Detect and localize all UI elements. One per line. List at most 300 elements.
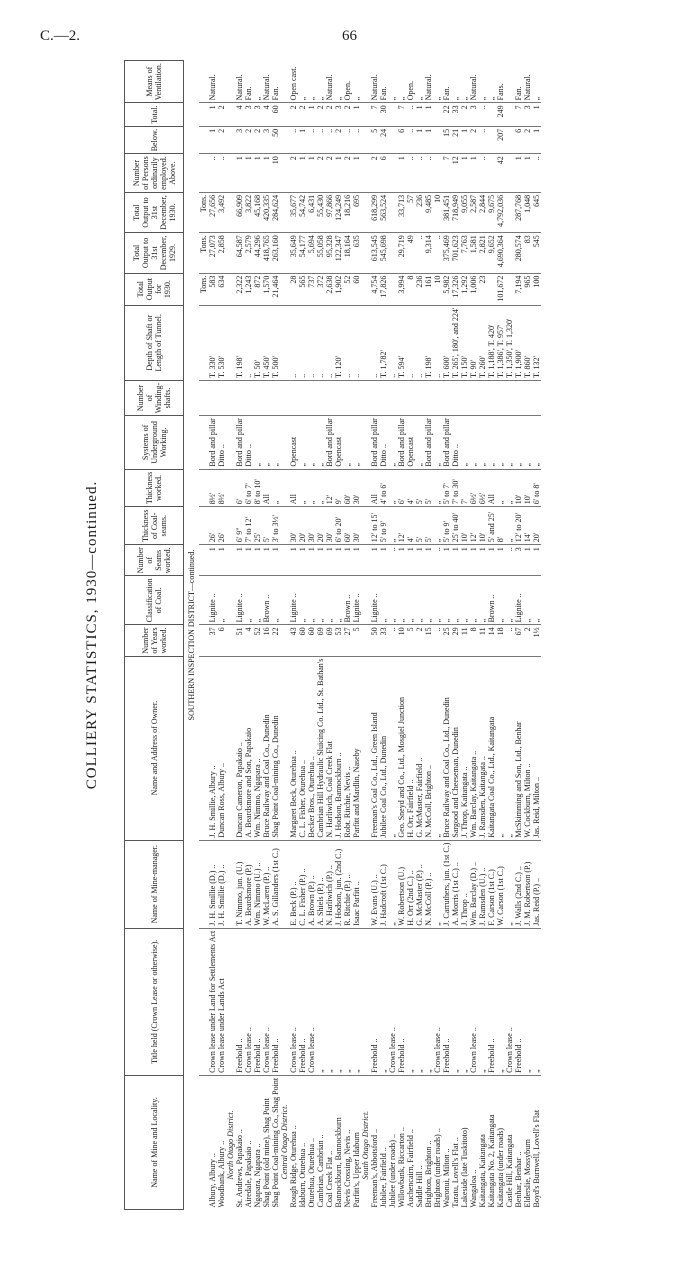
table-cell: Fan. <box>442 61 451 103</box>
table-cell: 4' <box>406 507 415 545</box>
table-cell <box>280 507 289 545</box>
table-cell: 1 <box>370 545 379 576</box>
table-cell: 7 <box>514 103 523 127</box>
table-cell: „ <box>217 576 226 625</box>
table-cell: 1 <box>451 545 460 576</box>
table-cell: „ <box>397 576 406 625</box>
table-cell: .. <box>388 545 397 576</box>
table-cell <box>361 233 370 273</box>
table-cell: Shag Point Coal-mining Co., Dunedin <box>271 656 280 840</box>
table-cell <box>226 416 235 469</box>
table-cell <box>415 380 424 415</box>
table-cell: 2 <box>370 154 379 193</box>
table-cell: 53 <box>334 625 343 656</box>
column-header: Below. <box>125 126 184 153</box>
table-cell: „ <box>424 576 433 625</box>
table-cell: „ <box>478 61 487 103</box>
table-cell <box>280 154 289 193</box>
table-cell <box>217 61 226 103</box>
table-cell: J. Ramsden (U.) .. <box>478 840 487 928</box>
table-cell: 35,677 <box>289 192 298 232</box>
table-cell: Natural. <box>208 61 217 103</box>
table-cell: 55,430 <box>316 192 325 232</box>
table-cell: Cambrian Hill Hydraulic Sluicing Co. Ltd., St. Bathan's <box>316 656 325 840</box>
table-cell: 124,249 <box>334 192 343 232</box>
table-cell <box>289 380 298 415</box>
table-cell: 2 <box>325 154 334 193</box>
table-cell: North Otago District. <box>226 1110 235 1180</box>
table-cell: 381,451 <box>442 192 451 232</box>
units-cell <box>199 545 208 576</box>
table-cell: J. Hodson, jun. (2nd C.) <box>334 840 343 928</box>
table-cell <box>514 380 523 415</box>
table-cell: Benhar, Benhar .. <box>514 1151 523 1208</box>
table-cell <box>226 273 235 305</box>
table-cell: Crown lease .. <box>307 928 316 1075</box>
table-cell: 420,335 <box>262 192 271 232</box>
table-cell: 1½ <box>532 625 541 656</box>
district-row <box>280 61 289 1210</box>
table-cell: „ <box>496 656 505 840</box>
table-cell: A. Beardsmore (P.) <box>244 840 253 928</box>
table-cell: 60 <box>271 103 280 127</box>
table-cell: J. H. Smillie (D.) .. <box>208 840 217 928</box>
table-cell: 2,844 <box>478 192 487 232</box>
table-cell <box>505 192 514 232</box>
table-cell: 8' <box>496 507 505 545</box>
table-cell <box>235 380 244 415</box>
table-cell: 12' <box>397 507 406 545</box>
table-cell: Fan. <box>514 61 523 103</box>
table-cell: 545,698 <box>379 233 388 273</box>
table-row <box>478 61 487 1210</box>
table-cell: 207 <box>496 126 505 153</box>
table-cell <box>226 103 235 127</box>
table-row <box>370 61 379 1210</box>
table-cell: 2 <box>316 154 325 193</box>
table-cell: .. <box>370 305 379 380</box>
table-cell: W. Carson (1st C.) <box>496 840 505 928</box>
table-cell <box>523 380 532 415</box>
table-cell: „ <box>442 576 451 625</box>
table-cell: 1 <box>289 545 298 576</box>
table-cell: 11 <box>460 625 469 656</box>
table-row <box>235 61 244 1210</box>
table-cell <box>226 154 235 193</box>
table-cell: .. <box>316 126 325 153</box>
table-cell: Natural. <box>523 61 532 103</box>
table-cell: J. M. Robertson (P.) <box>523 840 532 928</box>
units-cell <box>199 469 208 507</box>
table-cell: 6' 9" <box>235 507 244 545</box>
table-cell: 2 <box>523 625 532 656</box>
table-cell <box>226 126 235 153</box>
table-cell: „ <box>307 61 316 103</box>
table-cell: „ <box>379 576 388 625</box>
table-cell: „ <box>397 61 406 103</box>
table-cell: 1 <box>208 126 217 153</box>
table-cell: „ <box>460 928 469 1075</box>
colliery-statistics-table <box>124 60 541 1210</box>
table-cell: „ <box>532 576 541 625</box>
table-cell: 3 <box>253 103 262 127</box>
table-cell: 5' <box>415 469 424 507</box>
table-cell: „ <box>334 61 343 103</box>
table-cell: 284,624 <box>271 192 280 232</box>
table-cell <box>361 416 370 469</box>
table-row <box>514 61 523 1210</box>
table-cell: 51 <box>235 625 244 656</box>
table-cell: 1 <box>271 545 280 576</box>
table-cell: „ <box>433 507 442 545</box>
units-cell <box>199 126 208 153</box>
table-cell <box>388 103 397 127</box>
table-cell: Taratu, Lovell's Flat .. <box>451 1137 460 1208</box>
column-header: Name of Mine-manager. <box>125 840 184 928</box>
table-cell: Brown .. <box>343 576 352 625</box>
table-row <box>316 61 325 1210</box>
table-cell <box>487 126 496 153</box>
table-cell: 11 <box>478 625 487 656</box>
table-cell: 50 <box>370 625 379 656</box>
table-cell: „ <box>505 656 514 840</box>
table-cell: 7 <box>442 154 451 193</box>
table-cell: Natural. <box>469 61 478 103</box>
table-cell: 1,292 <box>460 273 469 305</box>
table-cell: T. 1,782' <box>379 305 388 380</box>
table-cell: McSkimming and Son, Ltd., Benhar <box>514 656 523 840</box>
table-cell: 1 <box>397 545 406 576</box>
table-cell: 2 <box>415 625 424 656</box>
table-cell: 69 <box>316 625 325 656</box>
table-cell: 42 <box>496 154 505 193</box>
table-cell: C. L. Fisher, Oturehua .. <box>298 656 307 840</box>
table-cell: Crown lease .. <box>262 928 271 1075</box>
table-cell: J. Hodson, Bannockburn .. <box>334 656 343 840</box>
table-cell <box>307 380 316 415</box>
table-row <box>343 61 352 1210</box>
table-cell: .. <box>406 305 415 380</box>
table-cell: „ <box>523 416 532 469</box>
column-header: Thickness of Coal-seams. <box>125 507 184 545</box>
table-cell: .. <box>298 305 307 380</box>
table-cell: T. 265', 180', and 224' <box>451 305 460 380</box>
table-cell: Bannockburn, Bannockburn <box>334 1117 343 1208</box>
table-row <box>460 61 469 1210</box>
table-cell: 9,055 <box>460 192 469 232</box>
table-cell: .. <box>433 233 442 273</box>
table-cell: 27,656 <box>208 192 217 232</box>
table-cell: 5' to 9' <box>442 507 451 545</box>
table-cell <box>505 154 514 193</box>
table-cell: 24 <box>379 126 388 153</box>
table-cell: Waronui, Milton .. <box>442 1148 451 1208</box>
column-header: Total. <box>125 103 184 127</box>
table-cell: 6 <box>514 126 523 153</box>
table-cell: A. S. Gillanders (1st C.) <box>271 840 280 928</box>
table-cell <box>388 233 397 273</box>
table-cell <box>226 507 235 545</box>
table-cell: „ <box>433 840 442 928</box>
table-cell: „ <box>523 928 532 1075</box>
table-cell: 2 <box>217 103 226 127</box>
column-header: Classification of Coal. <box>125 576 184 625</box>
table-cell: 1 <box>424 126 433 153</box>
table-cell: .. <box>406 154 415 193</box>
units-cell: Tons. <box>199 192 208 232</box>
table-cell: 1 <box>235 154 244 193</box>
table-cell <box>469 380 478 415</box>
table-cell: „ <box>298 416 307 469</box>
table-cell: 2,638 <box>325 273 334 305</box>
table-cell <box>316 380 325 415</box>
table-cell: T. 90' <box>469 305 478 380</box>
table-cell: 1 <box>442 545 451 576</box>
table-cell: Idaburn, Oturehua .. <box>298 1142 307 1208</box>
table-cell: Shag Point (old mine), Shag Point <box>262 1098 271 1208</box>
table-cell: 1 <box>298 545 307 576</box>
table-cell: 9,675 <box>487 192 496 232</box>
table-cell: 60 <box>298 625 307 656</box>
table-cell: Nevis Crossing, Nevis .. <box>343 1129 352 1208</box>
table-cell: 1 <box>415 545 424 576</box>
table-cell: 2,322 <box>235 273 244 305</box>
table-cell: All <box>262 469 271 507</box>
table-cell: Auchencairn, Fairfield .. <box>406 1129 415 1208</box>
table-cell: 3 <box>235 126 244 153</box>
table-cell: „ <box>307 416 316 469</box>
table-cell: Crown lease .. <box>388 928 397 1075</box>
table-cell: Freehold .. <box>298 928 307 1075</box>
table-cell: „ <box>433 416 442 469</box>
table-cell: W. Evans (U.) .. <box>370 840 379 928</box>
table-cell: „ <box>523 576 532 625</box>
table-cell: Lignite .. <box>289 576 298 625</box>
table-cell: 66,909 <box>235 192 244 232</box>
table-cell: 1 <box>532 545 541 576</box>
table-cell: All <box>487 469 496 507</box>
table-cell: „ <box>433 576 442 625</box>
table-cell <box>280 416 289 469</box>
table-cell: J. Throp .. <box>460 840 469 928</box>
table-cell: .. <box>289 305 298 380</box>
table-cell: „ <box>307 469 316 507</box>
table-cell <box>325 380 334 415</box>
table-cell: 1 <box>244 154 253 193</box>
table-cell: Jubilee (under roads) .. <box>388 1133 397 1208</box>
table-cell: Jubilee Coal Co., Ltd., Dunedin <box>379 656 388 840</box>
table-cell: Brighton, Brighton .. <box>424 1140 433 1208</box>
table-cell: 35,649 <box>289 233 298 273</box>
table-cell: 1 <box>424 545 433 576</box>
table-cell: 52 <box>343 273 352 305</box>
table-cell: Crown lease under Land for Settlements Act <box>208 928 217 1075</box>
units-cell <box>199 1075 208 1209</box>
table-cell: 33 <box>379 625 388 656</box>
table-cell: .. <box>217 154 226 193</box>
table-cell: 14' <box>523 507 532 545</box>
table-cell <box>361 928 370 1075</box>
table-cell: 8 <box>469 625 478 656</box>
table-cell: 9,652 <box>487 233 496 273</box>
table-cell: Ditto .. <box>379 416 388 469</box>
table-cell: Wm. Barclay (D.) .. <box>469 840 478 928</box>
table-cell: „ <box>253 576 262 625</box>
table-cell: „ <box>298 469 307 507</box>
table-cell: 1,006 <box>469 273 478 305</box>
table-cell: Opencast <box>406 416 415 469</box>
table-cell: 6½' <box>478 469 487 507</box>
table-row <box>253 61 262 1210</box>
table-cell: 52 <box>253 625 262 656</box>
table-cell <box>505 380 514 415</box>
table-cell: Becker Bros., Oturehua .. <box>307 656 316 840</box>
table-cell <box>280 273 289 305</box>
table-cell: 1 <box>208 545 217 576</box>
table-cell <box>496 380 505 415</box>
table-cell: 1 <box>208 103 217 127</box>
table-cell: 695 <box>352 192 361 232</box>
table-cell: 60' <box>343 469 352 507</box>
table-cell <box>226 840 235 928</box>
table-cell: 57 <box>406 192 415 232</box>
table-cell: „ <box>505 507 514 545</box>
table-cell: 718,949 <box>451 192 460 232</box>
table-cell: F. Carson (1st C.) <box>487 840 496 928</box>
table-cell: Cambrian, Cambrian .. <box>316 1134 325 1208</box>
table-cell: „ <box>487 61 496 103</box>
table-cell: Sargood and Cheeseman, Dunedin <box>451 656 460 840</box>
table-cell: 7' to 12' <box>244 507 253 545</box>
table-cell: Bruce Railway and Coal Co., Dunedin <box>262 656 271 840</box>
table-cell: 1 <box>334 154 343 193</box>
table-cell: 563,524 <box>379 192 388 232</box>
table-cell <box>280 126 289 153</box>
table-row <box>406 61 415 1210</box>
table-cell: Central Otago District. <box>280 1104 289 1180</box>
table-cell: J. Carruthers, jun. (1st C.) <box>442 840 451 928</box>
table-cell: R. Ritchie (P.) .. <box>343 840 352 928</box>
table-cell: Saddle Hill .. <box>415 1165 424 1208</box>
table-cell <box>388 380 397 415</box>
table-cell <box>352 380 361 415</box>
table-cell: 1 <box>217 545 226 576</box>
column-header: Depth of Shaft or Length of Tunnel. <box>125 305 184 380</box>
table-cell: 2 <box>289 154 298 193</box>
table-cell <box>388 273 397 305</box>
table-cell: 60 <box>352 273 361 305</box>
table-cell <box>226 576 235 625</box>
units-cell <box>199 507 208 545</box>
table-cell <box>388 192 397 232</box>
table-cell: Airedale, Papakaio .. <box>244 1140 253 1208</box>
table-cell: 1 <box>496 545 505 576</box>
units-cell <box>199 928 208 1075</box>
table-cell: Freehold .. <box>397 928 406 1075</box>
table-cell: 1 <box>379 545 388 576</box>
table-cell: 236 <box>415 192 424 232</box>
table-cell: 1 <box>460 545 469 576</box>
table-cell: 2,587 <box>469 192 478 232</box>
table-row <box>523 61 532 1210</box>
table-cell: 5 <box>370 126 379 153</box>
table-cell: Lakeside (late Tuskitoto) <box>460 1127 469 1208</box>
table-row <box>334 61 343 1210</box>
column-header: Number of Persons ordinarily employed. Above. <box>125 154 184 193</box>
table-cell: 263,160 <box>271 233 280 273</box>
table-cell: 1 <box>262 545 271 576</box>
table-cell: 16 <box>262 625 271 656</box>
table-cell: „ <box>505 469 514 507</box>
table-cell: Parfitt and Mardlin, Naseby <box>352 656 361 840</box>
table-cell: 4 <box>262 103 271 127</box>
table-cell <box>433 154 442 193</box>
table-cell: Bord and pillar <box>442 416 451 469</box>
table-cell: Willowbank, Riccarton .. <box>397 1127 406 1208</box>
table-cell: Crown lease .. <box>505 928 514 1075</box>
table-cell: 5,694 <box>307 233 316 273</box>
table-cell: Open. <box>343 61 352 103</box>
table-cell: „ <box>388 507 397 545</box>
table-cell: 100 <box>532 273 541 305</box>
table-cell <box>226 469 235 507</box>
table-cell <box>361 61 370 103</box>
table-cell: South Otago District. <box>361 1110 370 1180</box>
table-cell: „ <box>352 928 361 1075</box>
table-row <box>271 61 280 1210</box>
table-cell: 44,296 <box>253 233 262 273</box>
table-cell: .. <box>289 126 298 153</box>
table-cell: „ <box>379 928 388 1075</box>
table-cell: Natural. <box>325 61 334 103</box>
table-cell: W. Cockburn, Milton .. <box>523 656 532 840</box>
table-cell: 4 <box>235 103 244 127</box>
table-cell: 12 <box>451 154 460 193</box>
table-cell: „ <box>415 928 424 1075</box>
table-cell: .. <box>325 305 334 380</box>
table-cell: 2,579 <box>244 233 253 273</box>
table-cell: 30' <box>352 469 361 507</box>
table-cell: „ <box>271 469 280 507</box>
table-cell: T. 150' <box>460 305 469 380</box>
table-cell: 5' <box>424 507 433 545</box>
table-cell: 6' <box>397 469 406 507</box>
table-cell: „ <box>253 61 262 103</box>
table-cell: Oturehua, Oturehua .. <box>307 1137 316 1208</box>
table-cell: 2 <box>217 126 226 153</box>
table-cell: 12' to 15' <box>370 507 379 545</box>
table-cell: 15 <box>442 126 451 153</box>
table-cell <box>253 380 262 415</box>
table-row <box>352 61 361 1210</box>
column-header: Number of Years worked. <box>125 625 184 656</box>
table-cell: 12' <box>469 507 478 545</box>
table-cell: 54,742 <box>298 192 307 232</box>
table-cell: 645 <box>532 192 541 232</box>
table-cell: 1 <box>514 154 523 193</box>
table-cell: 634 <box>217 273 226 305</box>
table-cell: .. <box>352 126 361 153</box>
table-cell <box>505 61 514 103</box>
table-row <box>379 61 388 1210</box>
table-cell: Crown lease .. <box>433 928 442 1075</box>
table-cell: Wangaloa .. <box>469 1169 478 1208</box>
table-cell: 4 <box>244 625 253 656</box>
table-cell: Lignite .. <box>514 576 523 625</box>
table-cell: 9,485 <box>424 192 433 232</box>
table-cell: 30' <box>307 507 316 545</box>
table-cell: 7,763 <box>460 233 469 273</box>
